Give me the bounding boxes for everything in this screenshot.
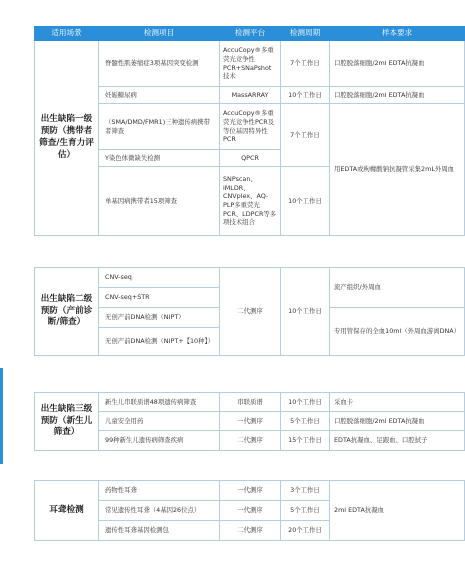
table-primary-prevention <box>34 26 465 236</box>
test-item: 药物性耳聋 <box>99 481 220 501</box>
test-period: 10个工作日 <box>281 268 330 356</box>
test-period: 5个工作日 <box>281 412 330 431</box>
test-item: CNV-seq+STR <box>99 288 220 308</box>
test-item: 常见遗传性耳聋（4基因26位点） <box>99 501 220 521</box>
scene-label: 出生缺陷二级预防（产前诊断/筛查） <box>35 268 99 356</box>
test-period: 15个工作日 <box>281 431 330 451</box>
test-item: 无创产前DNA检测（NIPT+【10种】） <box>99 328 220 356</box>
test-item: 妊娠糖尿病 <box>99 87 220 104</box>
scene-label: 出生缺陷三级预防（新生儿筛查） <box>35 393 99 451</box>
test-item: CNV-seq <box>99 268 220 288</box>
table-row <box>35 393 465 412</box>
test-item: （SMA/DMD/FMR1)三种遗传病携带者筛查 <box>99 104 220 150</box>
header-sample: 样本要求 <box>330 27 465 41</box>
header-row <box>35 27 465 41</box>
table-deafness-testing <box>34 480 465 541</box>
test-item: 儿童安全用药 <box>99 412 220 431</box>
table-secondary-prevention <box>34 267 465 356</box>
sample-requirement: 采血卡 <box>330 393 465 412</box>
header-scene: 适用场景 <box>35 27 99 41</box>
test-platform: 二代测序 <box>220 268 281 356</box>
test-item: 新生儿串联质谱48项遗传病筛查 <box>99 393 220 412</box>
test-period: 10个工作日 <box>281 167 330 236</box>
test-platform: AccuCopy®多重荧光竞争性PCR+SNaPshot技术 <box>220 41 281 87</box>
table-row <box>35 412 465 431</box>
sample-requirement: 用EDTA或枸橼酸钠抗凝管采集2mL外周血 <box>330 104 465 236</box>
test-platform: SNPscan、iMLDR、CNVplex、AQ-PLP多重荧光PCR、LDPCR等多项技术组合 <box>220 167 281 236</box>
test-platform: 串联质谱 <box>220 393 281 412</box>
table-row <box>35 431 465 451</box>
sample-requirement: 口腔脱落细胞/2ml EDTA抗凝血 <box>330 87 465 104</box>
test-period: 7个工作日 <box>281 41 330 87</box>
test-item: 99种新生儿遗传病筛查疾病 <box>99 431 220 451</box>
test-platform: MassARRAY <box>220 87 281 104</box>
test-platform: 一代测序 <box>220 481 281 501</box>
test-platform: 二代测序 <box>220 521 281 541</box>
test-period: 7个工作日 <box>281 104 330 167</box>
test-item: 脊髓性肌萎缩症3项基因突变检测 <box>99 41 220 87</box>
scene-label: 耳聋检测 <box>35 481 99 541</box>
sample-requirement: 专用管保存的全血10ml（外周血游离DNA） <box>330 308 465 356</box>
scene-label: 出生缺陷一级预防（携带者筛查/生育力评估） <box>35 41 99 236</box>
test-period: 10个工作日 <box>281 393 330 412</box>
test-platform: QPCR <box>220 150 281 167</box>
table-row <box>35 481 465 501</box>
test-platform: 一代测序 <box>220 412 281 431</box>
test-item: 无创产前DNA检测（NIPT） <box>99 308 220 328</box>
test-period: 3个工作日 <box>281 481 330 501</box>
table-row <box>35 104 465 150</box>
test-platform: AccuCopy®多重荧光竞争性PCR及等位基因特异性PCR <box>220 104 281 150</box>
test-item: 单基因病携带者15项筛查 <box>99 167 220 236</box>
sample-requirement: 2ml EDTA抗凝血 <box>330 481 465 541</box>
header-platform: 检测平台 <box>220 27 281 41</box>
table-row <box>35 41 465 87</box>
test-item: 遗传性耳聋基因检测包 <box>99 521 220 541</box>
sample-requirement: EDTA抗凝血、足跟血、口腔拭子 <box>330 431 465 451</box>
sample-requirement: 口腔脱落细胞/2ml EDTA抗凝血 <box>330 412 465 431</box>
table-row <box>35 268 465 288</box>
test-period: 5个工作日 <box>281 501 330 521</box>
test-period: 10个工作日 <box>281 87 330 104</box>
table-row <box>35 87 465 104</box>
sample-requirement: 口腔脱落细胞/2ml EDTA抗凝血 <box>330 41 465 87</box>
test-item: Y染色体微缺失检测 <box>99 150 220 167</box>
test-platform: 二代测序 <box>220 431 281 451</box>
header-period: 检测周期 <box>281 27 330 41</box>
sample-requirement: 流产组织/外周血 <box>330 268 465 308</box>
test-period: 20个工作日 <box>281 521 330 541</box>
header-item: 检测项目 <box>99 27 220 41</box>
side-accent-bar <box>0 368 3 464</box>
test-platform: 一代测序 <box>220 501 281 521</box>
table-tertiary-prevention <box>34 392 465 451</box>
